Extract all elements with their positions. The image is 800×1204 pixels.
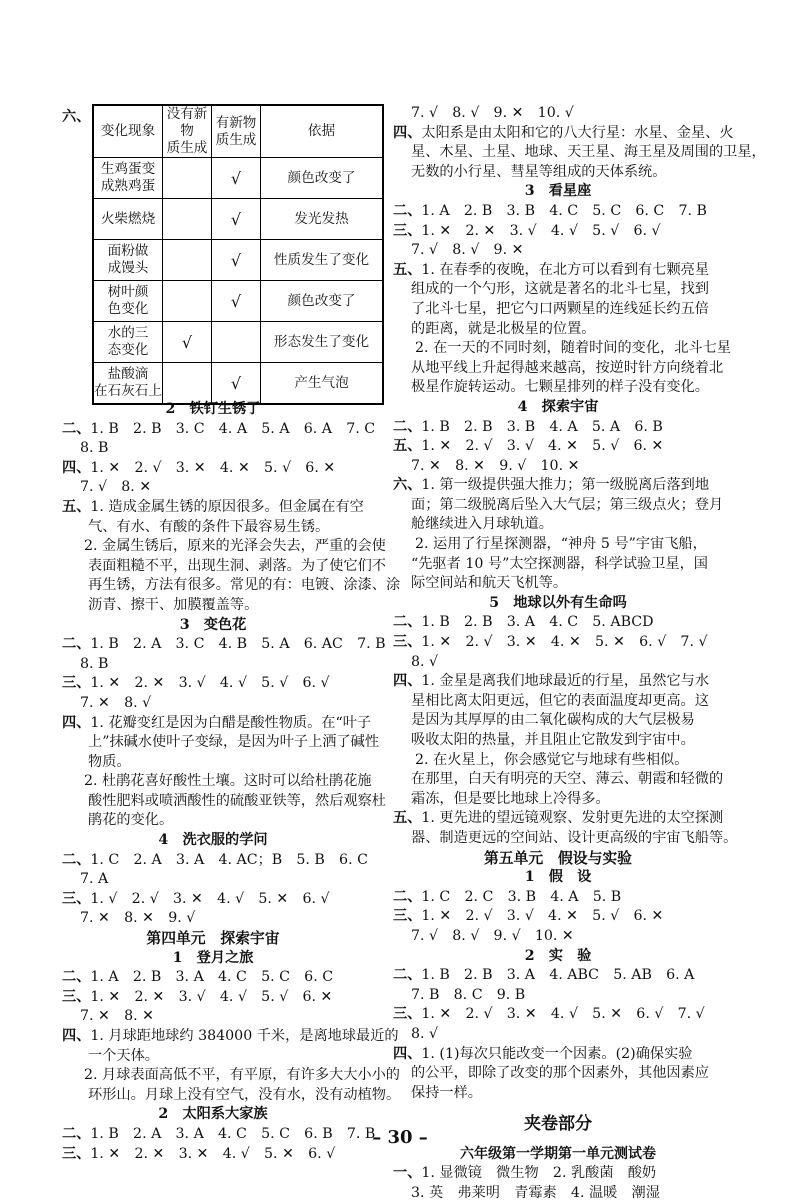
answer-continuation: “先驱者 10 号”太空探测器，科学试验卫星，国 <box>411 555 708 572</box>
question-label: 三、 <box>62 890 91 907</box>
answer-line <box>393 202 723 222</box>
answer-continuation: 7. B 8. C 9. B <box>411 986 526 1003</box>
answer-line <box>393 672 723 692</box>
question-label: 四、 <box>62 459 91 476</box>
answer-continuation: 7. √ 8. ✕ <box>80 479 152 496</box>
phenomenon-text: 树叶颜 <box>107 284 149 300</box>
answer-text: 1. 造成金属生锈的原因很多。但金属在有空 <box>90 498 364 515</box>
phenomenon-cell <box>93 322 163 363</box>
answer-line <box>393 1164 723 1184</box>
answer-line <box>62 635 386 655</box>
question-label: 三、 <box>62 675 91 692</box>
phenomenon-cell <box>93 158 163 199</box>
question-label: 二、 <box>62 969 91 986</box>
phenomenon-text: 色变化 <box>107 301 149 317</box>
answer-line <box>393 1005 723 1025</box>
answer-line <box>62 714 372 734</box>
answer-continuation: 一个天体。 <box>88 1047 159 1064</box>
question-label: 二、 <box>62 420 91 437</box>
question-label: 三、 <box>62 988 91 1005</box>
exam-title: 六年级第一学期第一单元测试卷 <box>460 1145 656 1162</box>
answer-line <box>393 888 723 908</box>
answer-line <box>393 613 723 633</box>
no-new-substance-cell: √ <box>163 322 212 363</box>
basis-cell: 性质发生了变化 <box>261 240 384 281</box>
header-text: 没有新物 <box>166 106 208 139</box>
answer-text: 1. (1)每次只能改变一个因素。(2)确保实验 <box>421 1045 693 1062</box>
question-label: 二、 <box>62 851 91 868</box>
section-title: 2 太阳系大家族 <box>158 1106 268 1123</box>
header-text: 变化现象 <box>100 123 156 139</box>
answer-continuation: 8. B <box>80 655 109 672</box>
answer-continuation: 沥青、擦干、加膜覆盖等。 <box>88 596 259 613</box>
answer-continuation: 2. 杜鹃花喜好酸性土壤。这时可以给杜鹃花施 <box>84 773 372 790</box>
section-title: 2 铁钉生锈了 <box>165 401 261 417</box>
answer-continuation: 2. 金属生锈后，原来的光泽会失去，严重的会使 <box>84 538 386 555</box>
answer-text: 1. B 2. B 3. A 4. ABC 5. AB 6. A <box>421 967 695 984</box>
answer-text: 1. 在春季的夜晚，在北方可以看到有七颗亮星 <box>421 261 710 278</box>
no-new-substance-cell <box>163 158 212 199</box>
part-title: 夹卷部分 <box>524 1114 592 1135</box>
answer-continuation: 2. 月球表面高低不平，有平原，有许多大大小小的 <box>84 1067 400 1084</box>
new-substance-cell: √ <box>212 240 261 281</box>
answer-line <box>62 420 376 440</box>
section-title: 3 看星座 <box>524 183 592 200</box>
no-new-substance-cell <box>163 199 212 240</box>
table-row <box>93 158 383 199</box>
answer-line <box>393 476 723 496</box>
question-label: 五、 <box>62 498 91 515</box>
answer-continuation: 从地平线上升起得越来越高，按逆时针方向绕着北 <box>411 359 724 376</box>
question-label: 二、 <box>393 888 422 905</box>
phenomenon-text: 水的三 <box>107 325 149 341</box>
answer-continuation: 环形山。月球上没有空气，没有水，没有动植物。 <box>88 1086 401 1103</box>
answer-text: 1. 花瓣变红是因为白醋是酸性物质。在“叶子 <box>90 714 372 731</box>
answer-continuation: 表面粗糙不平，出现生洞、剥落。为了使它们不 <box>88 557 386 574</box>
question-label: 二、 <box>393 202 422 219</box>
table-header-cell <box>261 105 384 158</box>
answer-continuation: 7. ✕ 8. ✕ 9. √ 10. ✕ <box>411 457 580 474</box>
answer-line <box>393 124 734 144</box>
answer-continuation: 7. √ 8. √ 9. ✕ <box>411 242 524 259</box>
change-phenomena-table-block <box>62 104 370 400</box>
question-label: 三、 <box>62 1145 91 1162</box>
answer-text: 1. A 2. B 3. A 4. C 5. C 6. C <box>90 969 334 986</box>
answer-line <box>62 988 364 1008</box>
answer-continuation: 是因为其厚厚的由二氧化碳构成的大气层极易 <box>411 712 695 729</box>
table-row <box>93 281 383 322</box>
answer-text: 1. 第一级提供强大推力；第一级脱离后落到地 <box>421 477 710 494</box>
answer-line <box>62 1027 399 1047</box>
section-title: 2 实 验 <box>524 947 592 964</box>
answer-continuation: 2. 在一天的不同时刻，随着时间的变化，北斗七星 <box>415 340 731 357</box>
answer-text: 1. ✕ 2. √ 3. √ 4. ✕ 5. √ 6. ✕ <box>421 908 664 925</box>
answer-continuation: 鹃花的变化。 <box>88 812 174 829</box>
question-label: 三、 <box>393 634 422 651</box>
answer-text: 1. ✕ 2. ✕ 3. √ 4. √ 5. √ 6. √ <box>421 222 661 239</box>
answer-line <box>62 674 364 694</box>
no-new-substance-cell <box>163 281 212 322</box>
answer-text: 1. B 2. B 3. C 4. A 5. A 6. A 7. C <box>90 420 376 437</box>
answer-text: 1. ✕ 2. ✕ 3. ✕ 4. √ 5. ✕ 6. √ <box>90 1145 336 1162</box>
answer-continuation: 2. 运用了行星探测器，“神舟 5 号”宇宙飞船， <box>415 536 707 553</box>
section-title: 1 假 设 <box>524 869 592 886</box>
answer-text: 1. √ 2. √ 3. ✕ 4. √ 5. ✕ 6. √ <box>90 890 330 907</box>
header-text: 依据 <box>307 123 336 139</box>
phenomenon-cell <box>93 363 163 405</box>
answer-text: 1. B 2. B 3. B 4. A 5. A 6. B <box>421 418 663 435</box>
phenomenon-text: 生鸡蛋变 <box>100 161 156 177</box>
table-header-cell <box>163 105 212 158</box>
phenomenon-text: 面粉做 <box>107 243 149 259</box>
answer-continuation: 组成的一个勺形，这就是著名的北斗七星，找到 <box>411 281 709 298</box>
answer-continuation: 2. 在火星上，你会感觉它与地球有些相似。 <box>415 751 689 768</box>
answer-continuation: 无数的小行星、彗星等组成的天体系统。 <box>411 163 667 180</box>
question-label: 六、 <box>393 477 422 494</box>
answer-text: 太阳系是由太阳和它的八大行星：水星、金星、火 <box>421 124 734 141</box>
answer-text: 1. ✕ 2. √ 3. √ 4. ✕ 5. √ 6. ✕ <box>421 438 664 455</box>
phenomenon-cell <box>93 281 163 322</box>
header-text: 质生成 <box>166 140 208 156</box>
question-label: 三、 <box>393 1006 422 1023</box>
answer-text: 1. A 2. B 3. B 4. C 5. C 6. C 7. B <box>421 202 707 219</box>
answer-line <box>393 907 723 927</box>
question-label: 五、 <box>393 261 422 278</box>
answer-continuation: 器、制造更远的空间站、设计更高级的宇宙飞船等。 <box>411 829 738 846</box>
phenomenon-text: 态变化 <box>107 342 149 358</box>
question-label: 四、 <box>62 1028 91 1044</box>
answer-line <box>393 809 723 829</box>
answer-continuation: 在那里，白天有明亮的天空、薄云、朝霞和轻微的 <box>411 771 724 788</box>
basis-cell: 颜色改变了 <box>261 281 384 322</box>
answer-line <box>393 966 723 986</box>
answer-text: 1. C 2. A 3. A 4. AC；B 5. B 6. C <box>90 851 368 868</box>
table-row <box>93 199 383 240</box>
answer-continuation: 极星作旋转运动。七颗星排列的样子没有变化。 <box>411 379 709 396</box>
answer-text: 1. ✕ 2. √ 3. ✕ 4. √ 5. ✕ 6. √ 7. √ <box>421 1006 705 1023</box>
question-label: 四、 <box>393 673 422 690</box>
table-row <box>93 240 383 281</box>
basis-cell: 形态发生了变化 <box>261 322 384 363</box>
answer-continuation: 7. √ 8. √ 9. √ 10. ✕ <box>411 927 574 944</box>
answer-line <box>393 437 723 457</box>
answer-continuation: 8. √ <box>411 653 439 670</box>
answer-text: 1. B 2. B 3. A 4. C 5. ABCD <box>421 614 654 631</box>
question-label: 四、 <box>62 714 91 731</box>
answer-continuation: 物质。 <box>88 753 131 770</box>
question-label: 二、 <box>393 967 422 984</box>
answer-text: 1. ✕ 2. ✕ 3. √ 4. √ 5. √ 6. √ <box>90 675 330 692</box>
question-label: 三、 <box>393 908 422 925</box>
right-answer-lines <box>393 104 766 1204</box>
question-label: 二、 <box>393 614 422 631</box>
no-new-substance-cell <box>163 240 212 281</box>
answer-continuation: 7. ✕ 8. √ <box>80 694 152 711</box>
answer-continuation: 气、有水、有酸的条件下最容易生锈。 <box>88 518 330 535</box>
answer-line <box>62 459 364 479</box>
section-title: 5 地球以外有生命吗 <box>489 594 627 611</box>
table-row <box>93 363 383 405</box>
answer-continuation: 的距离，就是北极星的位置。 <box>411 320 596 337</box>
question-label: 三、 <box>393 222 422 239</box>
phenomenon-cell <box>93 199 163 240</box>
answer-continuation: 保持一样。 <box>411 1084 482 1101</box>
answer-line <box>393 633 723 653</box>
answer-line <box>393 418 723 438</box>
answer-continuation: 7. ✕ 8. ✕ 9. √ <box>80 910 196 927</box>
answer-continuation: 霜冻，但是要比地球上冷得多。 <box>411 790 610 807</box>
header-text: 有新物 <box>215 114 257 131</box>
table-header-row <box>93 105 383 158</box>
answer-continuation: 8. B <box>80 440 109 457</box>
answer-text: 1. ✕ 2. ✕ 3. √ 4. √ 5. √ 6. ✕ <box>90 988 333 1005</box>
answer-text: 1. B 2. A 3. A 4. C 5. C 6. B 7. B <box>90 1125 376 1142</box>
phenomenon-text: 在石灰石上 <box>94 383 162 399</box>
answer-text: 1. B 2. A 3. C 4. B 5. A 6. AC 7. B <box>90 636 386 653</box>
answer-line <box>62 498 364 518</box>
answer-continuation: 酸性肥料或喷洒酸性的硫酸亚铁等，然后观察杜 <box>88 792 386 809</box>
table-header-cell <box>93 105 163 158</box>
basis-cell: 发光发热 <box>261 199 384 240</box>
answer-text: 1. C 2. C 3. B 4. A 5. B <box>421 888 622 905</box>
table-header-cell <box>212 105 261 158</box>
answer-line <box>393 261 723 281</box>
answer-continuation: 星、木星、土星、地球、天王星、海王星及周围的卫星， <box>411 144 766 161</box>
section-title: 4 洗衣服的学问 <box>158 832 268 849</box>
question-label: 一、 <box>393 1165 422 1182</box>
unit-title: 第五单元 假设与实验 <box>484 849 632 867</box>
answer-continuation: 吸收太阳的热量，并且阻止它散发到宇宙中。 <box>411 732 695 748</box>
answer-continuation: 3. 英 弗莱明 青霉素 4. 温暖 潮湿 <box>411 1185 660 1202</box>
answer-text: 1. 月球距地球约 384000 千米，是离地球最近的 <box>90 1028 399 1044</box>
question-label: 二、 <box>393 418 422 435</box>
question-label: 五、 <box>393 810 422 827</box>
answer-text: 1. ✕ 2. √ 3. ✕ 4. ✕ 5. √ 6. ✕ <box>90 459 336 476</box>
answer-line <box>393 222 723 242</box>
header-text: 质生成 <box>215 131 257 148</box>
question-label: 四、 <box>393 124 422 141</box>
section-title: 3 变色花 <box>179 616 247 633</box>
phenomenon-text: 成馒头 <box>107 260 149 276</box>
answer-continuation: 了北斗七星，把它勺口两颗星的连线延长约五倍 <box>411 300 709 317</box>
answer-line <box>62 890 364 910</box>
answer-continuation: 际空间站和航天飞机等。 <box>411 575 568 592</box>
answer-continuation: 的公平，即除了改变的那个因素外，其他因素应 <box>411 1065 709 1082</box>
answer-text: 1. ✕ 2. √ 3. ✕ 4. ✕ 5. ✕ 6. √ 7. √ <box>421 634 708 651</box>
new-substance-cell: √ <box>212 281 261 322</box>
unit-title: 第四单元 探索宇宙 <box>146 930 280 948</box>
answer-continuation: 星相比离太阳更远，但它的表面温度却更高。这 <box>411 692 709 709</box>
question-label: 四、 <box>393 1045 422 1062</box>
new-substance-cell: √ <box>212 199 261 240</box>
phenomenon-text: 火柴燃烧 <box>100 210 156 227</box>
page-number: – 30 – <box>372 1127 428 1148</box>
phenomenon-text: 成熟鸡蛋 <box>100 178 156 194</box>
section-title: 4 探索宇宙 <box>517 398 599 415</box>
basis-cell: 产生气泡 <box>261 363 384 405</box>
answer-continuation: 7. √ 8. √ 9. ✕ 10. √ <box>411 105 574 121</box>
change-phenomena-table <box>92 104 384 405</box>
basis-cell: 颜色改变了 <box>261 158 384 199</box>
answer-continuation: 再生锈，方法有很多。常见的有：电镀、涂漆、涂 <box>88 577 401 594</box>
right-column <box>393 104 766 1204</box>
answer-line <box>62 968 364 988</box>
answer-text: 1. 金星是离我们地球最近的行星，虽然它与水 <box>421 673 710 690</box>
question-label: 六、 <box>62 109 91 125</box>
answer-line <box>62 851 368 871</box>
question-label: 二、 <box>62 1125 91 1142</box>
answer-text: 1. 显微镜 微生物 2. 乳酸菌 酸奶 <box>421 1165 657 1182</box>
question-label: 五、 <box>393 438 422 455</box>
no-new-substance-cell <box>163 363 212 405</box>
answer-continuation: 7. A <box>80 871 109 888</box>
table-row <box>93 322 383 363</box>
new-substance-cell: √ <box>212 363 261 405</box>
answer-continuation: 舱继续进入月球轨道。 <box>411 516 553 533</box>
answer-continuation: 7. ✕ 8. ✕ <box>80 1008 155 1025</box>
new-substance-cell <box>212 322 261 363</box>
answer-continuation: 上”抹碱水使叶子变绿，是因为叶子上洒了碱性 <box>88 734 380 751</box>
answer-continuation: 8. √ <box>411 1025 439 1042</box>
phenomenon-text: 盐酸滴 <box>107 366 149 382</box>
question-label: 二、 <box>62 636 91 653</box>
phenomenon-cell <box>93 240 163 281</box>
answer-continuation: 面；第二级脱离后坠入大气层；第三级点火；登月 <box>411 496 724 513</box>
new-substance-cell: √ <box>212 158 261 199</box>
section-title: 1 登月之旅 <box>172 949 254 966</box>
answer-line <box>393 1045 723 1065</box>
answer-text: 1. 更先进的望远镜观察、发射更先进的太空探测 <box>421 810 724 827</box>
